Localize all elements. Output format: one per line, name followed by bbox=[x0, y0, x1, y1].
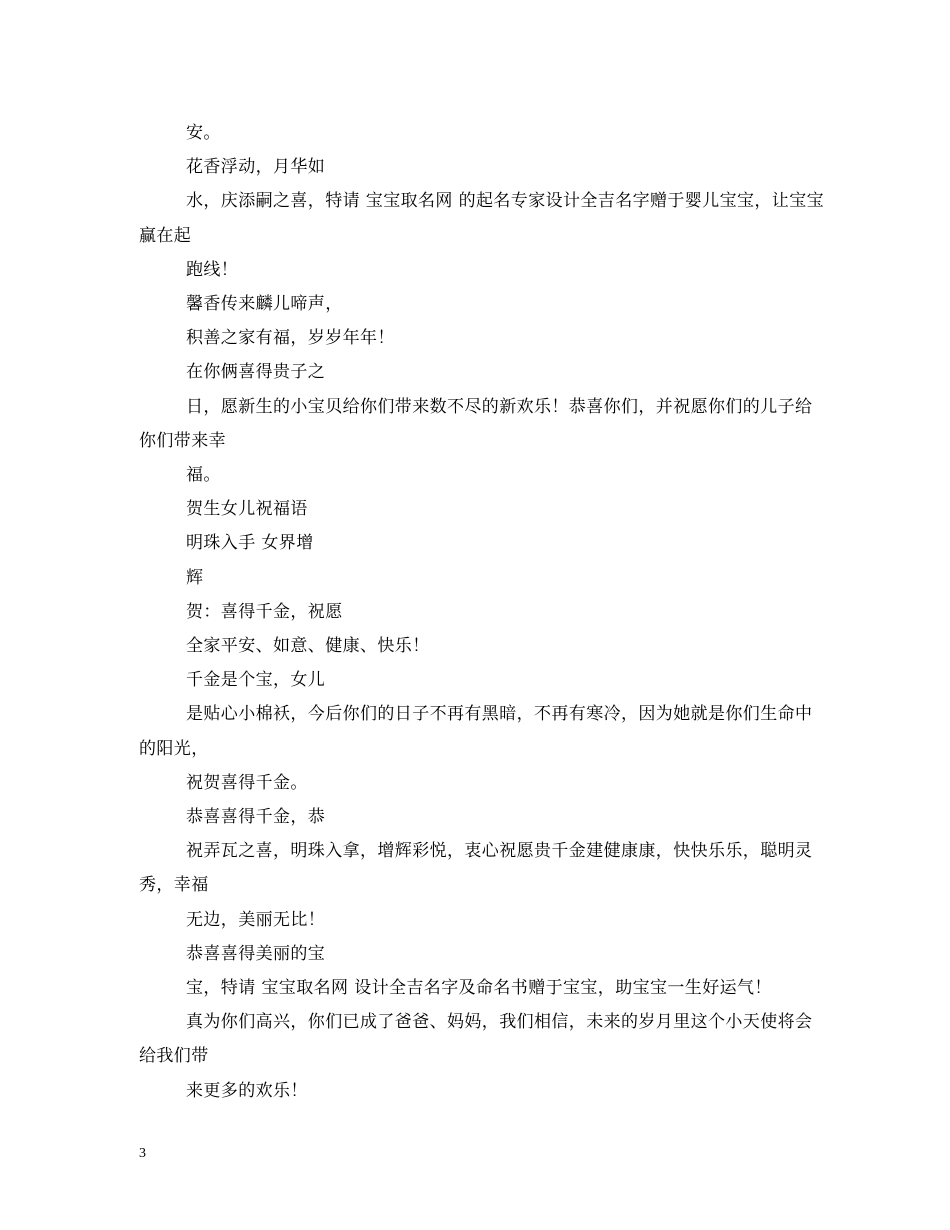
paragraph: 馨香传来麟儿啼声， bbox=[186, 294, 343, 315]
paragraph: 水，庆添嗣之喜，特请 宝宝取名网 的起名专家设计全吉名字赠于婴儿宝宝，让宝宝赢在起 bbox=[139, 191, 825, 246]
paragraph: 恭喜喜得千金，恭 bbox=[186, 807, 326, 828]
paragraph: 花香浮动，月华如 bbox=[186, 157, 326, 178]
paragraph: 宝，特请 宝宝取名网 设计全吉名字及命名书赠于宝宝，助宝宝一生好运气！ bbox=[186, 978, 772, 999]
paragraph: 祝贺喜得千金。 bbox=[186, 772, 308, 793]
paragraph: 全家平安、如意、健康、快乐！ bbox=[186, 636, 430, 657]
paragraph: 安。 bbox=[186, 123, 221, 143]
section-heading: 贺生女儿祝福语 bbox=[186, 499, 308, 520]
paragraph: 千金是个宝，女儿 bbox=[186, 670, 326, 691]
paragraph: 在你俩喜得贵子之 bbox=[186, 362, 326, 383]
paragraph: 明珠入手 女界增 bbox=[186, 533, 314, 554]
paragraph: 积善之家有福，岁岁年年！ bbox=[186, 328, 395, 349]
page-number: 3 bbox=[139, 1146, 146, 1161]
paragraph: 真为你们高兴，你们已成了爸爸、妈妈，我们相信，未来的岁月里这个小天使将会给我们带 bbox=[139, 1012, 813, 1067]
paragraph: 恭喜喜得美丽的宝 bbox=[186, 943, 326, 964]
paragraph: 来更多的欢乐！ bbox=[186, 1080, 308, 1101]
paragraph: 福。 bbox=[186, 465, 221, 486]
paragraph: 跑线！ bbox=[186, 259, 239, 280]
document-body bbox=[139, 116, 829, 1108]
paragraph: 日，愿新生的小宝贝给你们带来数不尽的新欢乐！恭喜你们，并祝愿你们的儿子给你们带来幸 bbox=[139, 396, 813, 451]
paragraph: 无边，美丽无比！ bbox=[186, 909, 326, 930]
paragraph: 辉 bbox=[186, 567, 204, 588]
paragraph: 祝弄瓦之喜，明珠入拿，增辉彩悦，衷心祝愿贵千金建健康康，快快乐乐，聪明灵秀，幸福 bbox=[139, 841, 813, 896]
paragraph: 是贴心小棉袄，今后你们的日子不再有黑暗，不再有寒冷，因为她就是你们生命中的阳光， bbox=[139, 704, 813, 759]
paragraph: 贺：喜得千金，祝愿 bbox=[186, 601, 343, 622]
